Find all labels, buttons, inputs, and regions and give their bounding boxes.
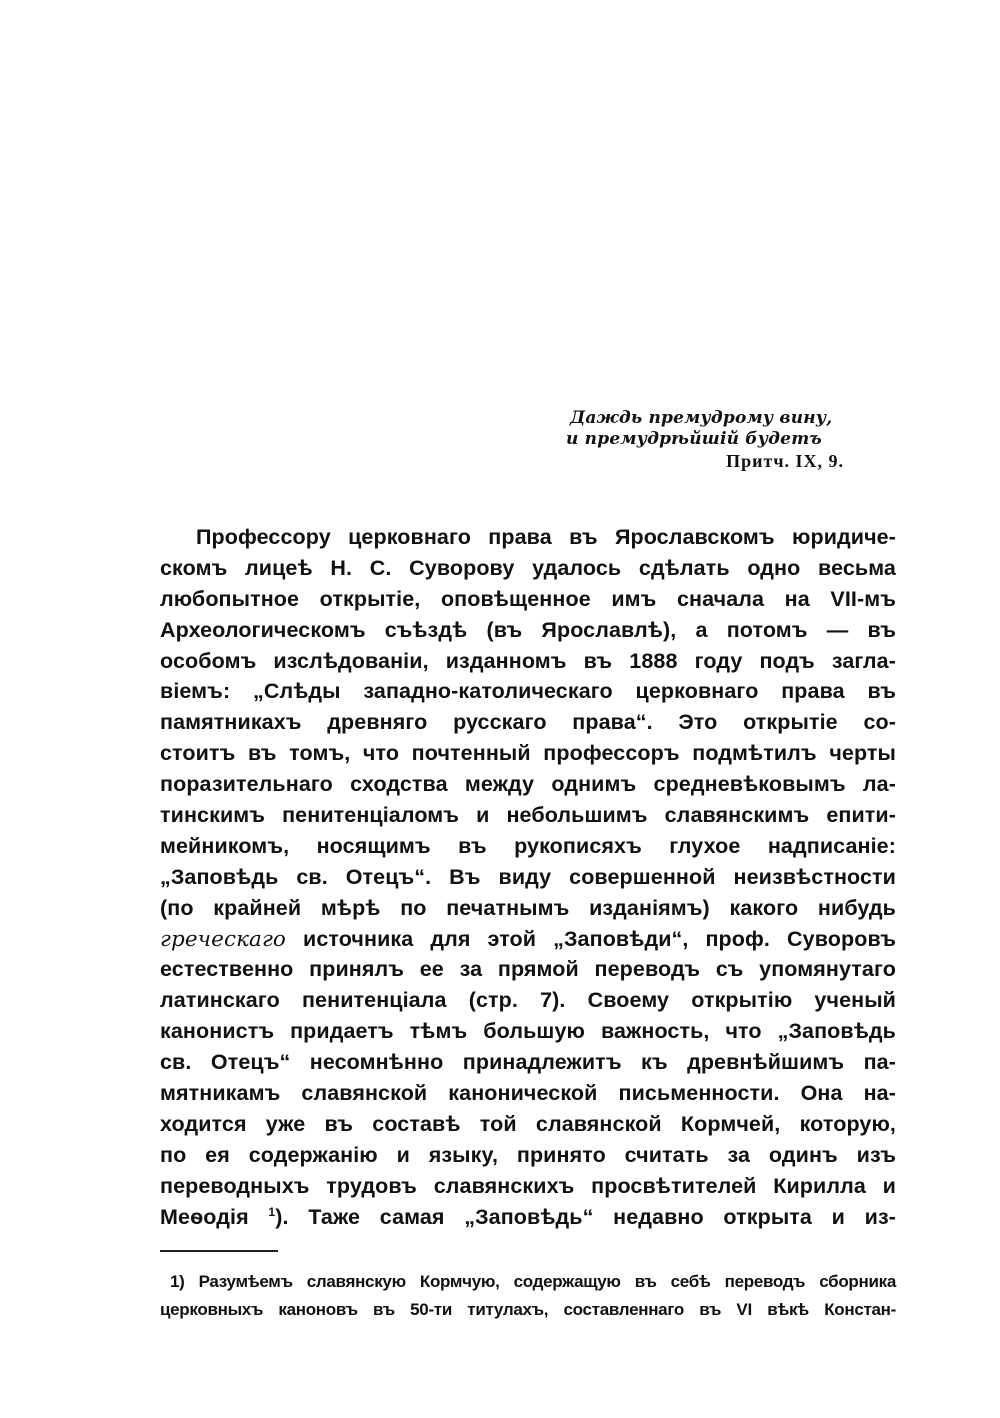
text-segment: источника для этой „Заповѣди“, проф. Суворовъ — [303, 926, 896, 951]
italic-word: греческаго — [160, 926, 286, 952]
text-line: скомъ лицеѣ Н. С. Суворову удалось сдѣлать одно весьма — [160, 555, 896, 580]
text-line: Археологическомъ съѣздѣ (въ Ярославлѣ), а потомъ — въ — [160, 617, 896, 642]
text-line: св. Отецъ“ несомнѣнно принадлежитъ къ древнѣйшимъ па- — [160, 1050, 896, 1075]
text-line: латинскаго пенитенціала (стр. 7). Своему открытію ученый — [160, 988, 896, 1013]
footnote-separator — [160, 1250, 278, 1252]
text-line: мейникомъ, носящимъ въ рукописяхъ глухое надписаніе: — [160, 833, 896, 858]
epigraph-line: Даждь премудрому вину, — [570, 408, 833, 428]
text-line: мятникамъ славянской канонической письменности. Она на- — [160, 1081, 896, 1106]
text-line: любопытное открытіе, оповѣщенное имъ сначала на VII-мъ — [160, 586, 896, 611]
text-line: памятникахъ древняго русскаго права“. Это открытіе со- — [160, 710, 896, 735]
text-line: тинскимъ пенитенціаломъ и небольшимъ славянскимъ епити- — [160, 803, 896, 828]
text-line: Профессору церковнаго права въ Ярославскомъ юридиче- — [196, 525, 896, 549]
text-line: (по крайней мѣрѣ по печатнымъ изданіямъ) какого нибудь — [160, 895, 896, 920]
footnote-line — [160, 1268, 896, 1296]
text-line: стоитъ въ томъ, что почтенный профессоръ подмѣтилъ черты — [160, 741, 896, 766]
text-line-with-italic — [160, 924, 896, 955]
text-line: особомъ изслѣдованіи, изданномъ въ 1888 году подъ загла- — [160, 648, 896, 673]
footnote — [160, 1268, 896, 1324]
epigraph — [566, 408, 856, 472]
epigraph-line: и премудрѣйшій будетъ — [566, 429, 822, 449]
text-line: канонистъ придаетъ тѣмъ большую важность, что „Заповѣдь — [160, 1019, 896, 1044]
footnote-reference[interactable]: 1 — [268, 1204, 276, 1219]
text-line: ходится уже въ составѣ той славянской Кормчей, которую, — [160, 1111, 896, 1136]
epigraph-source: Притч. IX, 9. — [726, 451, 844, 471]
text-line: естественно принялъ ее за прямой переводъ съ упомянутаго — [160, 957, 896, 982]
footnote-line: церковныхъ каноновъ въ 50-ти титулахъ, составленнаго въ VI вѣкѣ Констан- — [160, 1300, 896, 1319]
text-line: переводныхъ трудовъ славянскихъ просвѣтителей Кирилла и — [160, 1173, 896, 1198]
text-line: віемъ: „Слѣды западно-католическаго церковнаго права въ — [160, 679, 896, 704]
text-line: „Заповѣдь св. Отецъ“. Въ виду совершенной неизвѣстности — [160, 864, 896, 889]
footnote-marker: 1) — [170, 1272, 185, 1291]
text-segment: ). Таже самая „Заповѣдь“ недавно открыта и из- — [275, 1204, 896, 1229]
main-paragraph — [160, 522, 896, 1232]
text-segment: Меѳодія — [160, 1204, 249, 1229]
text-line-with-footnote-ref — [160, 1202, 896, 1233]
text-line: поразительнаго сходства между однимъ средневѣковымъ ла- — [160, 772, 896, 797]
text-line: по ея содержанію и языку, принято считать за одинъ изъ — [160, 1142, 896, 1167]
footnote-text: Разумѣемъ славянскую Кормчую, содержащую въ себѣ переводъ сборника — [198, 1272, 896, 1291]
